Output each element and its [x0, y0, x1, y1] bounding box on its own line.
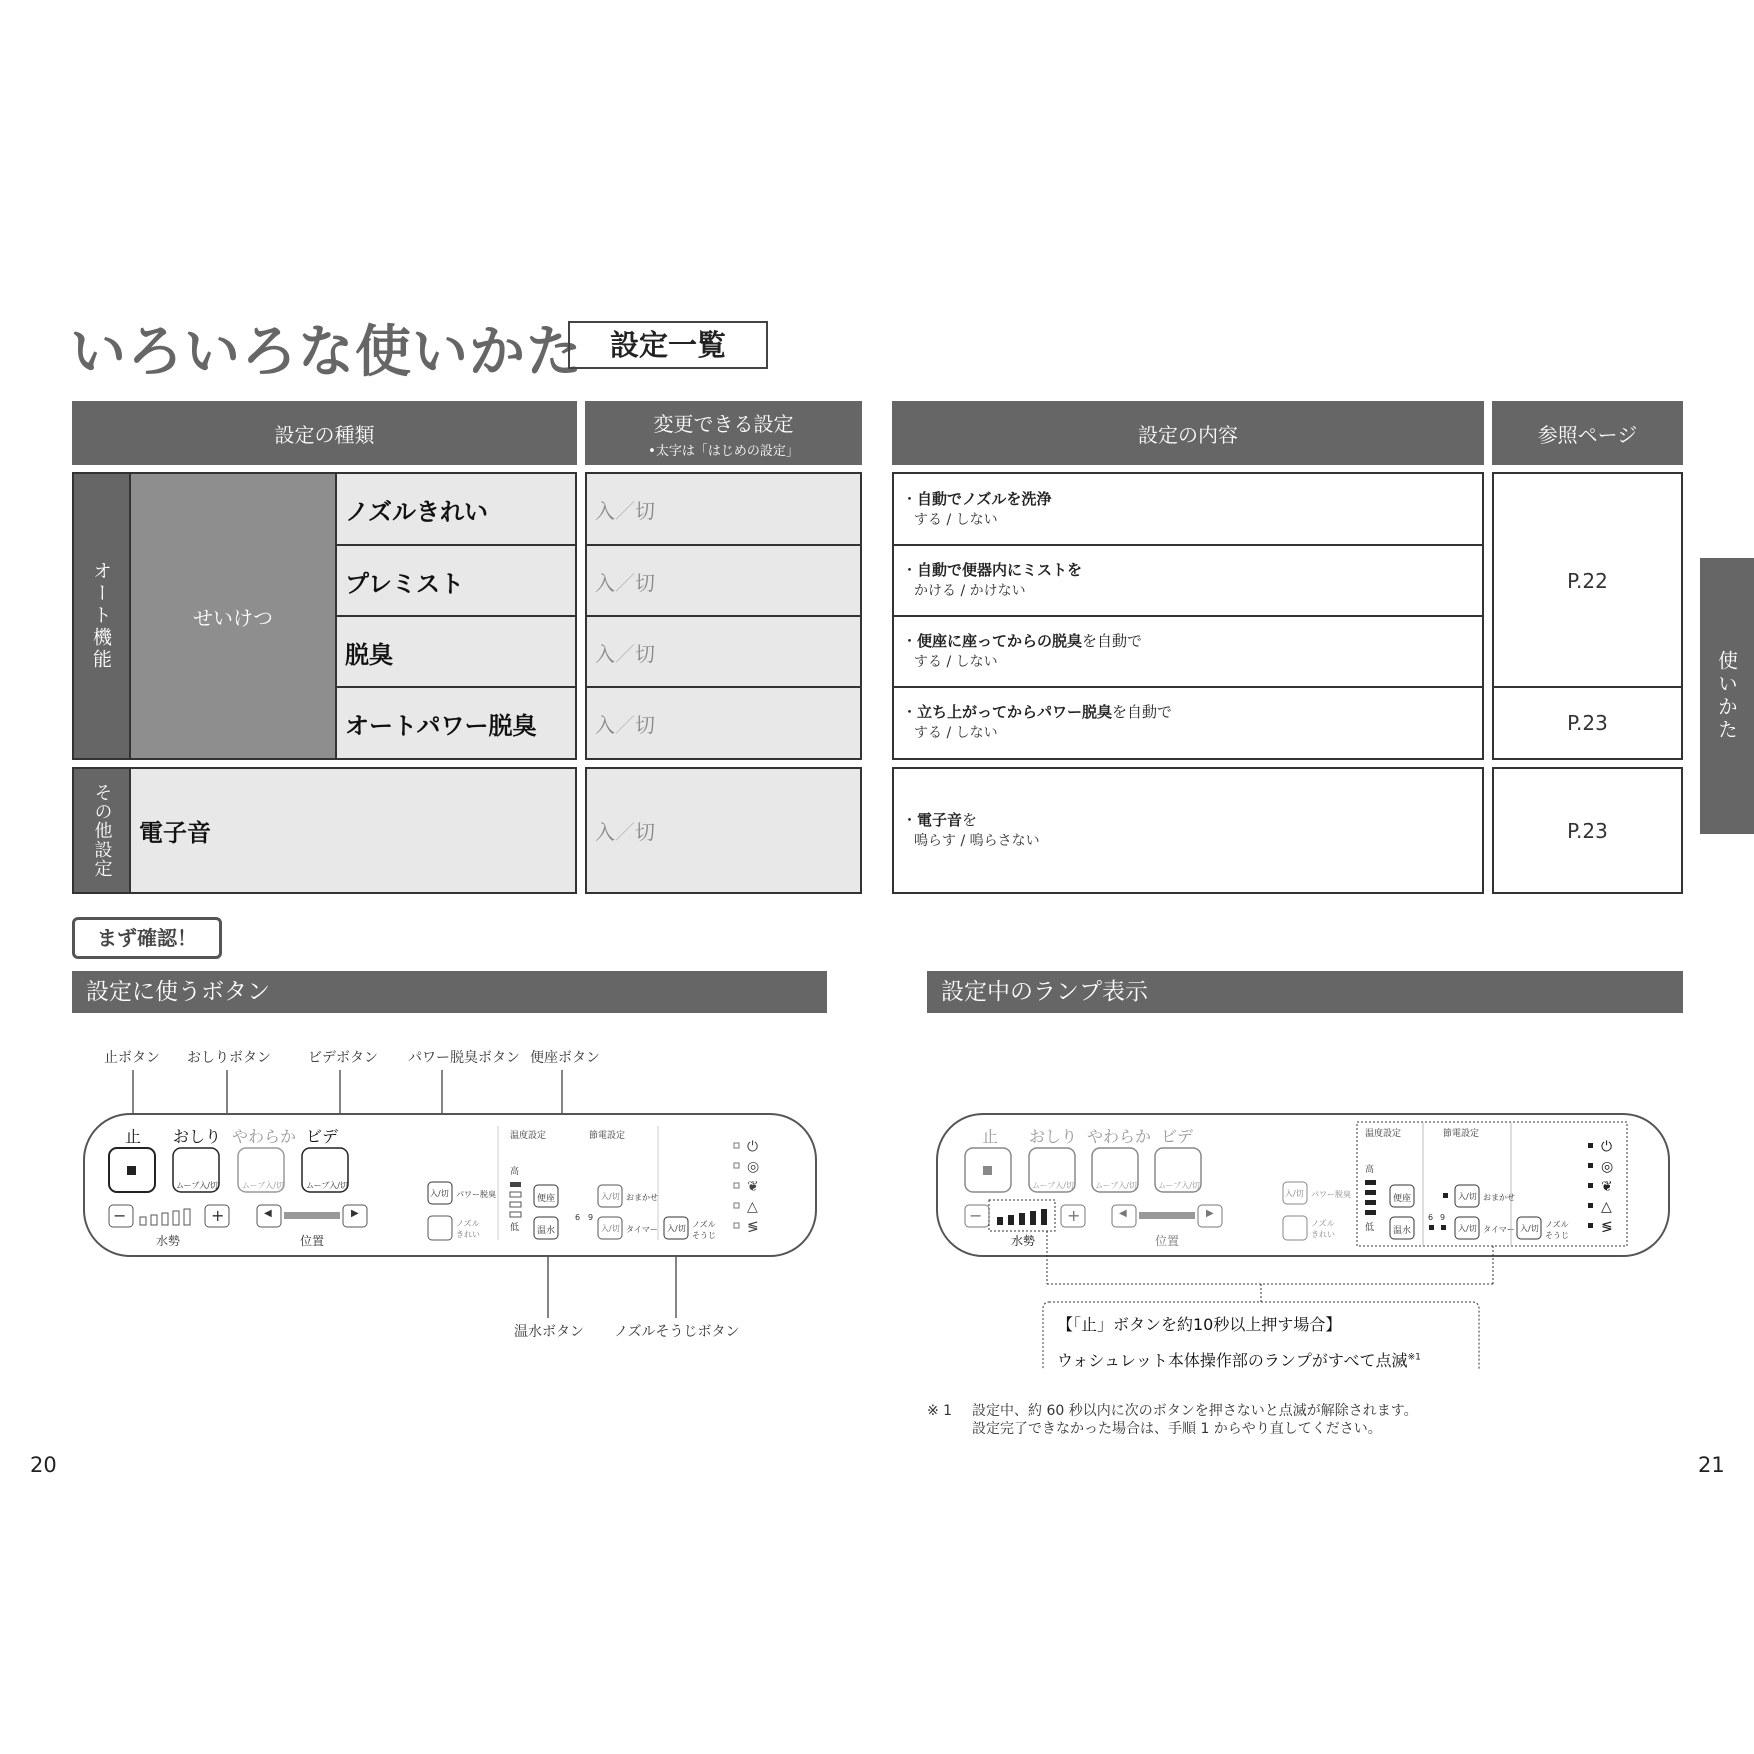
left-arrow-icon[interactable]: ◀	[264, 1208, 272, 1219]
svg-text:≶: ≶	[747, 1219, 759, 1235]
panel-yawaraka[interactable]: やわらか	[1087, 1127, 1152, 1146]
header-changeable	[585, 401, 862, 465]
lamp-diagram	[927, 1040, 1687, 1370]
panel-bidet[interactable]: ビデ	[1161, 1127, 1194, 1146]
svg-text:◎: ◎	[747, 1159, 760, 1175]
panel-high: 高	[1365, 1165, 1375, 1175]
svg-text:△: △	[747, 1199, 758, 1215]
panel-ichi: 位置	[1155, 1234, 1180, 1248]
header-content-label: 設定の内容	[1138, 422, 1238, 447]
panel-onsui[interactable]: 温水	[1393, 1226, 1412, 1236]
panel-temp: 温度設定	[1365, 1129, 1402, 1139]
setting-desc: ・便座に座ってからの脱臭を自動で する / しない	[902, 632, 1143, 670]
section-buttons: 設定に使うボタン	[72, 971, 827, 1013]
panel-nozzle-souji: ノズル そうじ	[692, 1220, 716, 1240]
panel-oshiri[interactable]: おしり	[1029, 1127, 1078, 1146]
setting-name: オートパワー脱臭	[345, 711, 537, 740]
page-number-left: 20	[30, 1453, 57, 1477]
confirm-badge: まず確認！	[72, 917, 222, 959]
setting-desc: ・自動で便器内にミストを かける / かけない	[902, 561, 1083, 599]
header-type-label: 設定の種類	[274, 422, 375, 447]
button-diagram	[72, 1040, 832, 1340]
panel-six: 6	[1428, 1213, 1434, 1222]
panel-timer-onoff[interactable]: 入/切	[1458, 1224, 1477, 1233]
panel-suisei: 水勢	[156, 1234, 181, 1248]
svg-text:≶: ≶	[1601, 1219, 1613, 1235]
panel-move-oshiri: ムーブ入/切	[176, 1181, 218, 1190]
other-values-block	[585, 767, 862, 894]
setting-value: 入 ／ 切	[595, 499, 655, 523]
auto-values-block	[585, 472, 862, 760]
setting-value: 入 ／ 切	[595, 820, 655, 844]
panel-onsui[interactable]: 温水	[537, 1226, 556, 1236]
plus-icon[interactable]: +	[211, 1206, 225, 1225]
panel-eco: 節電設定	[1443, 1129, 1480, 1139]
header-changeable-label: 変更できる設定	[653, 411, 794, 436]
setting-desc: ・電子音を 鳴らす / 鳴らさない	[902, 810, 1040, 849]
lamp-note-text: ウォシュレット本体操作部のランプがすべて点滅$^{※1}$	[1057, 1351, 1421, 1370]
side-tab: 使いかた	[1700, 558, 1754, 834]
other-content-block	[892, 767, 1484, 894]
header-content	[892, 401, 1484, 465]
other-type-block	[72, 767, 577, 894]
panel-timer-onoff[interactable]: 入/切	[601, 1224, 620, 1233]
panel-nozzle-souji: ノズル そうじ	[1545, 1220, 1569, 1240]
auto-type-block	[72, 472, 577, 760]
panel-move-yawaraka: ムーブ入/切	[242, 1181, 284, 1190]
title-badge: 設定一覧	[568, 321, 768, 369]
header-changeable-note: •太字は「はじめの設定」	[648, 443, 799, 459]
panel-nozzle-kirei: ノズル きれい	[456, 1219, 480, 1239]
panel-move-bidet: ムーブ入/切	[306, 1181, 348, 1190]
svg-text:◎: ◎	[1601, 1159, 1614, 1175]
svg-text:❦: ❦	[747, 1179, 759, 1195]
panel-power-onoff[interactable]: 入/切	[430, 1189, 449, 1198]
panel-timer: タイマー	[626, 1225, 658, 1234]
page-number-right: 21	[1698, 1453, 1725, 1477]
setting-desc: ・立ち上がってからパワー脱臭を自動で する / しない	[902, 703, 1173, 741]
panel-move-yawaraka: ムーブ入/切	[1095, 1181, 1137, 1190]
panel-stop[interactable]: 止	[982, 1127, 999, 1146]
right-arrow-icon[interactable]: ▶	[351, 1208, 359, 1219]
svg-text:⏻: ⏻	[1601, 1139, 1613, 1155]
svg-text:❦: ❦	[1601, 1179, 1613, 1195]
panel-power-deo: パワー脱臭	[1311, 1190, 1351, 1199]
header-type	[72, 401, 577, 465]
panel-benza[interactable]: 便座	[1393, 1194, 1412, 1204]
minus-icon[interactable]: −	[969, 1206, 983, 1225]
panel-nozzle-onoff[interactable]: 入/切	[1520, 1224, 1539, 1233]
panel-power-deo: パワー脱臭	[456, 1190, 496, 1199]
setting-value: 入 ／ 切	[595, 712, 655, 737]
callout-seat: 便座ボタン	[530, 1050, 600, 1066]
callout-nozzle: ノズルそうじボタン	[614, 1324, 740, 1340]
setting-desc: ・自動でノズルを洗浄 する / しない	[902, 489, 1052, 528]
ref-page: P.23	[1567, 818, 1608, 843]
header-ref-label: 参照ページ	[1537, 422, 1638, 447]
footnote-mark: ※ 1	[927, 1403, 953, 1419]
header-ref	[1492, 401, 1683, 465]
footnote-line2: 設定完了できなかった場合は、手順 1 からやり直してください。	[972, 1421, 1382, 1437]
section-lamps: 設定中のランプ表示	[927, 971, 1683, 1013]
svg-text:⏻: ⏻	[747, 1139, 759, 1155]
left-arrow-icon[interactable]: ◀	[1119, 1208, 1127, 1219]
group-auto: オート機能	[74, 474, 129, 758]
callout-water: 温水ボタン	[514, 1324, 584, 1340]
setting-name: 電子音	[129, 769, 575, 892]
ref-page: P.23	[1567, 711, 1608, 735]
panel-benza[interactable]: 便座	[537, 1194, 556, 1204]
panel-yawaraka[interactable]: やわらか	[232, 1127, 297, 1146]
panel-omakase: おまかせ	[1483, 1193, 1515, 1202]
group-other: その他設定	[74, 769, 129, 892]
panel-nine: 9	[1440, 1213, 1446, 1222]
panel-eco-onoff[interactable]: 入/切	[1458, 1192, 1477, 1201]
panel-move-oshiri: ムーブ入/切	[1032, 1181, 1074, 1190]
panel-temp: 温度設定	[510, 1131, 547, 1141]
panel-ichi: 位置	[300, 1234, 325, 1248]
panel-six: 6	[575, 1213, 581, 1222]
callout-power: パワー脱臭ボタン	[408, 1050, 520, 1066]
panel-omakase: おまかせ	[626, 1193, 658, 1202]
auto-content-block	[892, 472, 1484, 760]
setting-names	[335, 474, 575, 758]
panel-power-onoff[interactable]: 入/切	[1285, 1189, 1304, 1198]
panel-nine: 9	[588, 1213, 594, 1222]
callout-oshiri: おしりボタン	[187, 1050, 271, 1066]
group-seiketsu: せいけつ	[129, 474, 335, 758]
setting-value: 入 ／ 切	[595, 641, 655, 666]
panel-low: 低	[1365, 1223, 1375, 1233]
panel-stop[interactable]: 止	[125, 1127, 142, 1146]
panel-eco-onoff[interactable]: 入/切	[601, 1192, 620, 1201]
ref-page: P.22	[1567, 568, 1608, 593]
panel-high: 高	[510, 1167, 520, 1177]
panel-timer: タイマー	[1483, 1225, 1515, 1234]
page-title: いろいろな使いかた	[70, 320, 583, 385]
callout-bidet: ビデボタン	[308, 1050, 378, 1066]
panel-nozzle-kirei: ノズル きれい	[1311, 1219, 1335, 1239]
other-ref-block	[1492, 767, 1683, 894]
setting-name: ノズルきれい	[345, 498, 489, 526]
plus-icon[interactable]: +	[1067, 1206, 1081, 1225]
panel-bidet[interactable]: ビデ	[306, 1127, 339, 1146]
panel-low: 低	[510, 1223, 520, 1233]
panel-nozzle-onoff[interactable]: 入/切	[667, 1224, 686, 1233]
lamp-note-title: 【「止」ボタンを約10秒以上押す場合】	[1057, 1315, 1342, 1334]
panel-suisei: 水勢	[1011, 1234, 1036, 1248]
setting-name: プレミスト	[345, 569, 465, 598]
callout-stop: 止ボタン	[104, 1050, 160, 1066]
panel-move-bidet: ムーブ入/切	[1158, 1181, 1200, 1190]
panel-oshiri[interactable]: おしり	[173, 1127, 222, 1146]
setting-name: 脱臭	[345, 640, 393, 669]
auto-ref-block	[1492, 472, 1683, 760]
minus-icon[interactable]: −	[113, 1206, 127, 1225]
setting-value: 入 ／ 切	[595, 570, 655, 595]
footnote-line1: 設定中、約 60 秒以内に次のボタンを押さないと点滅が解除されます。	[972, 1403, 1418, 1419]
svg-text:△: △	[1601, 1199, 1612, 1215]
panel-eco: 節電設定	[589, 1131, 626, 1141]
right-arrow-icon[interactable]: ▶	[1206, 1208, 1214, 1219]
